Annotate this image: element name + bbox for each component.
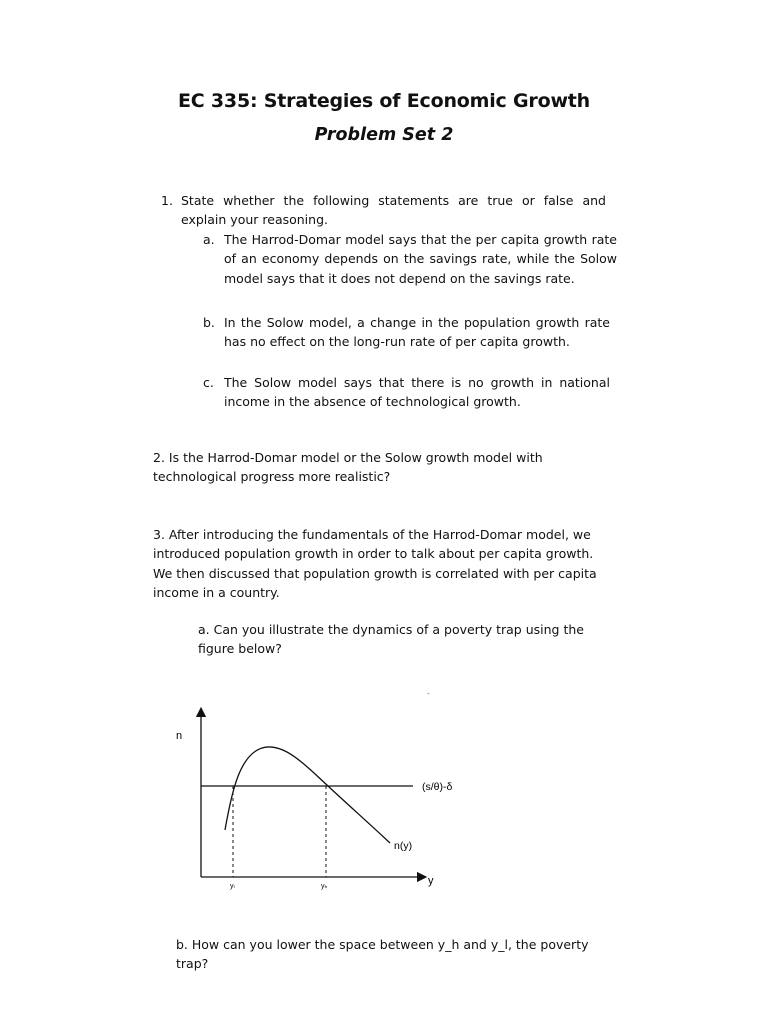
curve-label: n(y) [394,840,413,852]
q1b-marker: b. [203,315,215,330]
q2-text: 2. Is the Harrod-Domar model or the Solow growth model with technological progress more realistic? [153,450,543,485]
page-title: EC 335: Strategies of Economic Growth [177,90,591,112]
savings-line-label: (s/θ)-δ [422,781,453,793]
q1c-text: The Solow model says that there is no growth in national income in the absence of technological growth. [224,375,610,410]
tick-label-yh: yₕ [321,883,328,890]
stray-mark: - [427,689,430,698]
q3a-text: a. Can you illustrate the dynamics of a poverty trap using the figure below? [198,622,584,657]
q1-number: 1. [161,193,173,208]
population-growth-curve [225,747,390,843]
q1c-marker: c. [203,375,214,390]
x-axis-label: y [428,875,434,887]
y-axis-label: n [176,730,183,742]
q1b-text: In the Solow model, a change in the population growth rate has no effect on the long-run rate of per capita growth. [224,315,610,350]
q3-text: 3. After introducing the fundamentals of the Harrod-Domar model, we introduced population growth in order to talk about per capita growth. We then discussed that population growth is correlated with per capita income in a country. [153,527,597,600]
tick-label-yl: yₗ [230,883,235,890]
page-subtitle: Problem Set 2 [314,125,454,145]
q1a-text: The Harrod-Domar model says that the per capita growth rate of an economy depends on the savings rate, while the Solow model says that it does not depend on the savings rate. [224,232,617,286]
q1-intro: State whether the following statements are true or false and explain your reasoning. [181,193,606,228]
q1a-marker: a. [203,232,215,247]
q3b-text: b. How can you lower the space between y_h and y_l, the poverty trap? [176,937,589,972]
